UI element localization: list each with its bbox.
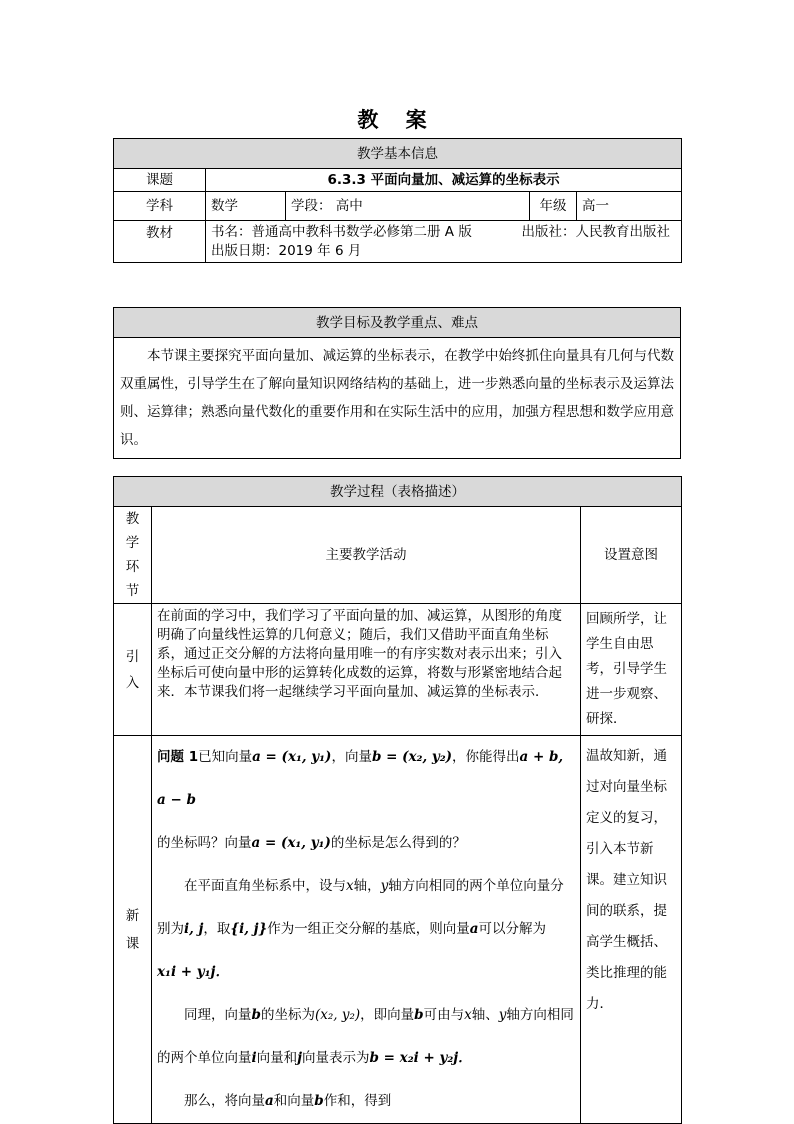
decomposition-a: x₁i + y₁j． [157, 964, 229, 980]
intro-intent: 回顾所学，让学生自由思考，引导学生进一步观察、研探． [581, 604, 682, 736]
goals-header: 教学目标及教学重点、难点 [114, 308, 681, 338]
stage-label: 学段： [291, 198, 332, 214]
problem-label: 问题 1 [157, 749, 199, 765]
paragraph-coordinates: 在平面直角坐标系中，设与x轴，y轴方向相同的两个单位向量分别为i, j，取{i, j}作为一组正交分解的基底，则向量a可以分解为 x₁i + y₁j． [157, 878, 564, 980]
basic-info-header: 教学基本信息 [114, 139, 682, 169]
book-name: 书名：普通高中教科书数学必修第二册 A 版 [211, 224, 472, 240]
publication-date: 出版日期：2019 年 6 月 [211, 243, 362, 259]
subject-value: 数学 [206, 192, 286, 221]
problem-1: 问题 1已知向量a = (x₁, y₁)，向量b = (x₂, y₂)，你能得出a + b, a − b [157, 749, 564, 808]
intro-stage: 引 入 [114, 604, 152, 736]
new-lesson-stage: 新 课 [114, 736, 152, 1124]
textbook-info [206, 221, 682, 263]
subject-label: 学科 [114, 192, 206, 221]
grade-label: 年级 [530, 192, 577, 221]
paragraph-sum: 那么，将向量a和向量b作和，得到 [184, 1093, 392, 1109]
topic-value: 6.3.3 平面向量加、减运算的坐标表示 [206, 169, 682, 192]
document-title: 教 案 [357, 108, 437, 132]
new-lesson-activity [152, 736, 581, 1124]
process-table [113, 476, 682, 1124]
intent-column-header: 设置意图 [581, 507, 682, 604]
goals-table [113, 307, 681, 459]
decomposition-b: b = x₂i + y₂j． [369, 1050, 472, 1066]
problem-1-cont: 的坐标吗？向量a = (x₁, y₁)的坐标是怎么得到的？ [157, 835, 466, 851]
stage-value: 高中 [335, 198, 363, 214]
publisher: 出版社：人民教育出版社 [521, 224, 671, 240]
grade-value: 高一 [577, 192, 682, 221]
activity-column-header: 主要教学活动 [152, 507, 581, 604]
textbook-label: 教材 [114, 221, 206, 263]
paragraph-similarly: 同理，向量b的坐标为(x₂, y₂)，即向量b可由与x轴、y轴方向相同的两个单位向量i向量和j向量表示为b = x₂i + y₂j． [157, 1007, 574, 1066]
process-header: 教学过程（表格描述） [114, 477, 682, 507]
basic-info-table [113, 138, 682, 263]
stage-column-header: 教 学 环 节 [114, 507, 152, 604]
intro-activity: 在前面的学习中，我们学习了平面向量的加、减运算，从图形的角度明确了向量线性运算的几何意义；随后，我们又借助平面直角坐标系，通过正交分解的方法将向量用唯一的有序实数对表示出来；引入坐标后可使向量中形的运算转化成数的运算，将数与形紧密地结合起来．本节课我们将一起继续学习平面向量加、减运算的坐标表示． [152, 604, 581, 736]
topic-label: 课题 [114, 169, 206, 192]
goals-text: 本节课主要探究平面向量加、减运算的坐标表示，在教学中始终抓住向量具有几何与代数双重属性，引导学生在了解向量知识网络结构的基础上，进一步熟悉向量的坐标表示及运算法则、运算律；熟悉向量代数化的重要作用和在实际生活中的应用，加强方程思想和数学应用意识。 [114, 338, 681, 459]
new-lesson-intent: 温故知新，通过对向量坐标定义的复习，引入本节新课。建立知识间的联系，提高学生概括、类比推理的能力． [581, 736, 682, 1124]
stage-cell [286, 192, 530, 221]
